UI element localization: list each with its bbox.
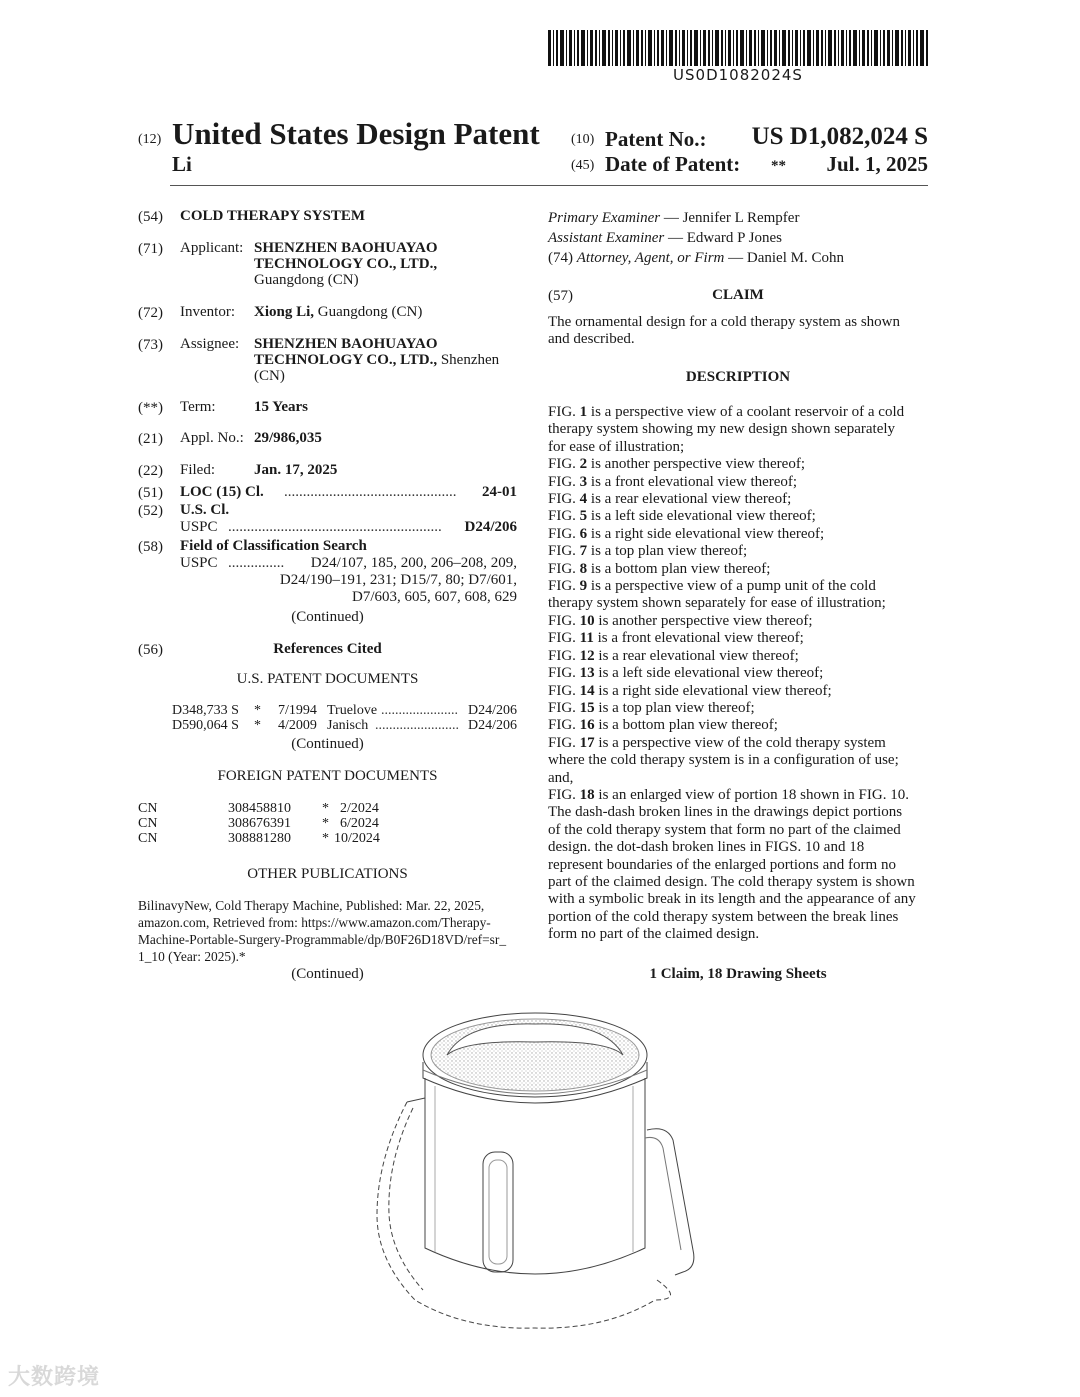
bottom-continued: (Continued) [291, 966, 364, 982]
description-line: FIG. 17 is a perspective view of the cold therapy system [548, 734, 886, 751]
field-57-code: (57) [548, 288, 573, 304]
description-line: FIG. 11 is a front elevational view thereof; [548, 630, 804, 647]
references-cited-heading: References Cited [273, 641, 382, 657]
claim-text-line: The ornamental design for a cold therapy system as shown [548, 314, 900, 330]
us-ref-class: D24/206 [468, 703, 517, 718]
foreign-docs-heading: FOREIGN PATENT DOCUMENTS [217, 768, 438, 784]
front-grip [483, 1152, 513, 1272]
description-line: FIG. 12 is a rear elevational view thereof; [548, 647, 799, 664]
foreign-ref-country: CN [138, 801, 158, 816]
description-line: therapy system shown separately for ease of illustration; [548, 595, 886, 612]
field-search-line-3: D7/603, 605, 607, 608, 629 [352, 589, 517, 605]
description-line: and, [548, 769, 574, 786]
header-code-12: (12) [138, 132, 162, 147]
description-line: represent boundaries of the enlarged portions and form no [548, 856, 896, 873]
header-code-45: (45) [571, 158, 595, 173]
us-ref-doc: D348,733 S [172, 703, 239, 718]
us-ref-dots: ........................ [375, 718, 459, 733]
us-ref-dots: ...................... [381, 703, 458, 718]
description-line: FIG. 9 is a perspective view of a pump unit of the cold [548, 578, 876, 595]
inventor-name: Xiong Li, [254, 304, 315, 320]
claim-text-line: and described. [548, 331, 635, 347]
loc-class-label: LOC (15) Cl. [180, 484, 264, 500]
loc-class-dots: .............................................. [284, 484, 457, 500]
invention-title: COLD THERAPY SYSTEM [180, 208, 366, 224]
description-line: FIG. 7 is a top plan view thereof; [548, 543, 748, 560]
description-line: FIG. 1 is a perspective view of a coolant reservoir of a cold [548, 404, 905, 420]
other-pub-line: amazon.com, Retrieved from: https://www.amazon.com/Therapy- [138, 915, 491, 930]
field-search-continued: (Continued) [291, 609, 364, 625]
us-ref-date: 4/2009 [278, 718, 317, 733]
description-line: FIG. 2 is another perspective view thereof; [548, 456, 806, 473]
description-line: FIG. 15 is a top plan view thereof; [548, 699, 755, 716]
applicant-name-2: TECHNOLOGY CO., LTD., [254, 256, 438, 272]
other-publication-entry [138, 897, 518, 965]
inventor-label: Inventor: [180, 304, 235, 320]
description-line: FIG. 13 is a left side elevational view thereof; [548, 665, 824, 682]
watermark-logo: 大数跨境 [8, 1365, 101, 1390]
appl-no-value: 29/986,035 [254, 430, 322, 446]
applicant-name-1: SHENZHEN BAOHUAYAO [254, 240, 438, 256]
foreign-ref-number: 308458810 [228, 801, 291, 816]
us-ref-star: * [254, 703, 261, 718]
patent-type-title: United States Design Patent [172, 116, 540, 151]
description-line: of the cold therapy system that form no part of the claimed [548, 821, 901, 838]
inventor-location: Guangdong (CN) [317, 304, 423, 320]
description-line: FIG. 4 is a rear elevational view thereof; [548, 491, 792, 508]
description-line: FIG. 6 is a right side elevational view thereof; [548, 525, 825, 542]
claim-heading: CLAIM [712, 287, 764, 303]
assignee-label: Assignee: [180, 336, 240, 352]
description-line: part of the claimed design. The cold therapy system is shown [548, 873, 915, 890]
description-line: for ease of illustration; [548, 438, 685, 455]
field-54-code: (54) [138, 209, 163, 225]
field-search-line-1: D24/107, 185, 200, 206–208, 209, [310, 555, 517, 571]
date-of-patent-label: Date of Patent: [605, 152, 741, 176]
claims-summary: 1 Claim, 18 Drawing Sheets [649, 966, 827, 982]
foreign-ref-star: * [322, 801, 329, 816]
foreign-ref-country: CN [138, 816, 158, 831]
description-line: form no part of the claimed design. [548, 926, 760, 943]
description-line: FIG. 3 is a front elevational view thereof; [548, 473, 798, 490]
term-value: 15 Years [254, 399, 309, 415]
description-line: with a symbolic break in its length and the appearance of any [548, 891, 916, 908]
applicant-label: Applicant: [180, 240, 244, 256]
description-line: design. the dot-dash broken lines in FIGS. 10 and 18 [548, 839, 865, 856]
us-class-label: U.S. Cl. [180, 502, 230, 518]
description-line: therapy system showing my new design shown separately [548, 421, 896, 438]
description-line: The dash-dash broken lines in the drawings depict portions [548, 804, 903, 821]
us-ref-class: D24/206 [468, 718, 517, 733]
description-line: FIG. 5 is a left side elevational view thereof; [548, 508, 816, 525]
description-heading: DESCRIPTION [685, 369, 791, 385]
term-code: (**) [138, 400, 163, 416]
field-71-code: (71) [138, 241, 163, 257]
primary-examiner-label: Primary Examiner [548, 210, 661, 226]
foreign-ref-star: * [322, 831, 329, 846]
patent-number-label: Patent No.: [605, 127, 707, 151]
field-58-code: (58) [138, 539, 163, 555]
assistant-examiner-label: Assistant Examiner [548, 230, 665, 246]
description-line: FIG. 16 is a bottom plan view thereof; [548, 717, 778, 734]
field-21-code: (21) [138, 431, 163, 447]
foreign-ref-star: * [322, 816, 329, 831]
field-22-code: (22) [138, 463, 163, 479]
foreign-ref-number: 308676391 [228, 816, 291, 831]
foreign-ref-date: 2/2024 [340, 801, 379, 816]
patent-number: US D1,082,024 S [751, 123, 928, 150]
loc-class-value: 24-01 [482, 484, 517, 500]
description-body [548, 404, 928, 944]
other-pub-line: Machine-Portable-Surgery-Programmable/dp/B0F26D18VD/ref=sr_ [138, 932, 507, 947]
description-line: FIG. 10 is another perspective view thereof; [548, 612, 813, 629]
field-51-code: (51) [138, 485, 163, 501]
us-ref-doc: D590,064 S [172, 718, 239, 733]
us-ref-name: Truelove [327, 703, 378, 718]
patent-barcode [548, 30, 928, 66]
left-strap [377, 1102, 655, 1328]
us-class-value: D24/206 [464, 519, 517, 535]
other-pub-line: BilinavyNew, Cold Therapy Machine, Published: Mar. 22, 2025, [138, 898, 485, 913]
assistant-examiner: — Edward P Jones [668, 230, 783, 246]
us-class-dots: ......................................................... [228, 519, 442, 535]
us-ref-star: * [254, 718, 261, 733]
description-line: where the cold therapy system is in a configuration of use; [548, 752, 899, 769]
us-ref-date: 7/1994 [278, 703, 317, 718]
other-pub-line: 1_10 (Year: 2025).* [138, 949, 246, 964]
description-line: FIG. 14 is a right side elevational view thereof; [548, 682, 832, 699]
barcode-number: US0D1082024S [673, 66, 803, 84]
foreign-ref-date: 10/2024 [334, 831, 380, 846]
attorney: — Daniel M. Cohn [728, 250, 844, 266]
header-code-10: (10) [571, 132, 595, 147]
assignee-location-2: (CN) [254, 368, 285, 384]
appl-no-label: Appl. No.: [180, 430, 244, 446]
field-74-code: (74) [548, 250, 573, 266]
description-line: FIG. 8 is a bottom plan view thereof; [548, 560, 771, 577]
us-patent-docs-heading: U.S. PATENT DOCUMENTS [236, 671, 419, 687]
applicant-location: Guangdong (CN) [254, 272, 359, 288]
assignee-name-1: SHENZHEN BAOHUAYAO [254, 336, 438, 352]
field-search-line-2: D24/190–191, 231; D15/7, 80; D7/601, [279, 572, 517, 588]
reservoir-body [425, 1078, 645, 1274]
primary-examiner: — Jennifer L Rempfer [663, 210, 800, 226]
other-publications-heading: OTHER PUBLICATIONS [247, 866, 408, 882]
field-search-label: Field of Classification Search [180, 538, 367, 554]
assignee-location-1: Shenzhen [440, 352, 500, 368]
field-73-code: (73) [138, 337, 163, 353]
attorney-label: Attorney, Agent, or Firm [576, 250, 725, 266]
header-rule [170, 185, 928, 186]
foreign-ref-date: 6/2024 [340, 816, 379, 831]
filed-value: Jan. 17, 2025 [254, 462, 338, 478]
foreign-ref-country: CN [138, 831, 158, 846]
description-line: portion of the cold therapy system between the break lines [548, 908, 899, 925]
field-72-code: (72) [138, 305, 163, 321]
cold-therapy-reservoir-drawing [355, 1000, 725, 1335]
date-marker: ** [771, 158, 786, 174]
description-line: FIG. 18 is an enlarged view of portion 18 shown in FIG. 10. [548, 786, 909, 803]
date-of-patent: Jul. 1, 2025 [826, 152, 928, 176]
term-label: Term: [180, 399, 216, 415]
assignee-name-2: TECHNOLOGY CO., LTD., [254, 352, 438, 368]
right-strap [647, 1129, 694, 1275]
field-56-code: (56) [138, 642, 163, 658]
field-52-code: (52) [138, 503, 163, 519]
header-inventor: Li [172, 152, 192, 176]
us-class-uspc: USPC [180, 519, 218, 535]
field-search-dots: ............... [228, 555, 285, 571]
us-ref-name: Janisch [327, 718, 369, 733]
us-refs-continued: (Continued) [291, 736, 364, 752]
filed-label: Filed: [180, 462, 216, 478]
foreign-ref-number: 308881280 [228, 831, 291, 846]
field-search-uspc: USPC [180, 555, 218, 571]
